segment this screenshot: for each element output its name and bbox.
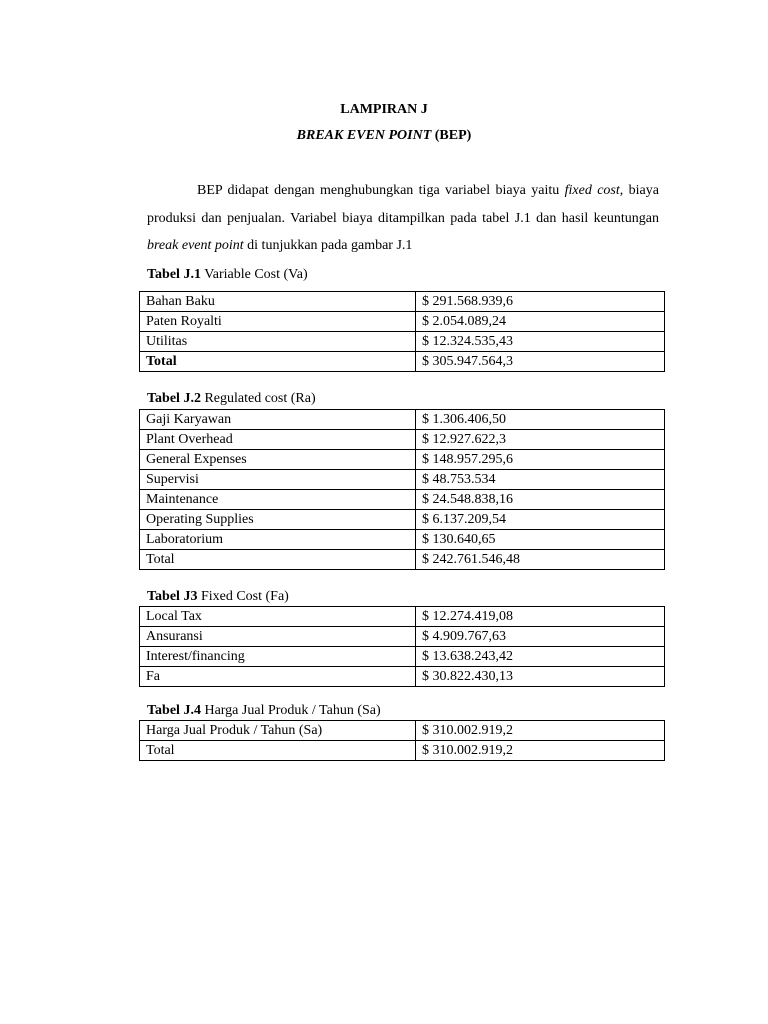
row-label: Total: [140, 352, 416, 372]
row-label: Ansuransi: [140, 627, 416, 647]
table-row-total: [140, 741, 665, 761]
row-value: $ 12.274.419,08: [416, 607, 665, 627]
table-row: [140, 430, 665, 450]
row-value: $ 242.761.546,48: [416, 550, 665, 570]
table-row: [140, 410, 665, 430]
subtitle-italic: BREAK EVEN POINT: [296, 128, 432, 143]
row-value: $ 24.548.838,16: [416, 490, 665, 510]
table-row: [140, 530, 665, 550]
table-j1: [139, 291, 665, 372]
table-j4-title: Harga Jual Produk / Tahun (Sa): [200, 703, 381, 718]
row-label: Local Tax: [140, 607, 416, 627]
table-row: [140, 332, 665, 352]
table-row: [140, 510, 665, 530]
table-j2-caption: [147, 390, 316, 408]
intro-paragraph: [147, 177, 659, 260]
row-value: $ 30.822.430,13: [416, 667, 665, 687]
table-j2: [139, 409, 665, 570]
intro-fixed-cost: fixed cost: [564, 183, 620, 198]
table-row-total: [140, 352, 665, 372]
row-value: $ 48.753.534: [416, 470, 665, 490]
row-value: $ 2.054.089,24: [416, 312, 665, 332]
intro-part3: di tunjukkan pada gambar J.1: [243, 238, 413, 253]
row-value: $ 291.568.939,6: [416, 292, 665, 312]
table-j1-label: Tabel J.1: [147, 267, 201, 282]
table-j2-title: Regulated cost (Ra): [200, 391, 316, 406]
table-row: [140, 292, 665, 312]
row-value: $ 4.909.767,63: [416, 627, 665, 647]
row-value: $ 12.324.535,43: [416, 332, 665, 352]
row-value: $ 12.927.622,3: [416, 430, 665, 450]
table-row: [140, 450, 665, 470]
table-j3: [139, 606, 665, 687]
row-value: $ 6.137.209,54: [416, 510, 665, 530]
row-value: $ 130.640,65: [416, 530, 665, 550]
row-label: Operating Supplies: [140, 510, 416, 530]
row-label: Interest/financing: [140, 647, 416, 667]
row-label: Total: [140, 550, 416, 570]
row-label: Paten Royalti: [140, 312, 416, 332]
table-row: [140, 647, 665, 667]
row-value: $ 148.957.295,6: [416, 450, 665, 470]
table-row: [140, 627, 665, 647]
table-j3-title: Fixed Cost (Fa): [197, 589, 289, 604]
table-j4-label: Tabel J.4: [147, 703, 201, 718]
table-j4: [139, 720, 665, 761]
table-j4-caption: [147, 702, 381, 720]
row-label: Gaji Karyawan: [140, 410, 416, 430]
row-label: Utilitas: [140, 332, 416, 352]
row-value: $ 310.002.919,2: [416, 721, 665, 741]
table-j2-label: Tabel J.2: [147, 391, 201, 406]
title-block: [0, 99, 768, 147]
row-label: Fa: [140, 667, 416, 687]
table-row-total: [140, 550, 665, 570]
table-row: [140, 607, 665, 627]
table-row: [140, 490, 665, 510]
intro-bep-term: break event point: [147, 238, 244, 253]
table-j1-title: Variable Cost (Va): [200, 267, 308, 282]
intro-part2: , biaya produksi dan penjualan. Variabel biaya ditampilkan pada tabel J.1 dan hasil keuntungan: [147, 183, 659, 226]
table-j1-caption: [147, 266, 308, 284]
row-value: $ 1.306.406,50: [416, 410, 665, 430]
page-subtitle: [0, 125, 768, 147]
row-label: Laboratorium: [140, 530, 416, 550]
row-label: Maintenance: [140, 490, 416, 510]
row-label: Supervisi: [140, 470, 416, 490]
table-row: [140, 312, 665, 332]
table-row: [140, 721, 665, 741]
table-j3-caption: [147, 588, 289, 606]
row-label: General Expenses: [140, 450, 416, 470]
row-label: Harga Jual Produk / Tahun (Sa): [140, 721, 416, 741]
table-row: [140, 470, 665, 490]
row-value: $ 13.638.243,42: [416, 647, 665, 667]
table-row-total: [140, 667, 665, 687]
intro-part1: BEP didapat dengan menghubungkan tiga variabel biaya yaitu: [197, 183, 565, 198]
page-title: LAMPIRAN J: [340, 102, 428, 117]
subtitle-suffix: (BEP): [431, 128, 472, 143]
row-label: Plant Overhead: [140, 430, 416, 450]
row-value: $ 305.947.564,3: [416, 352, 665, 372]
row-value: $ 310.002.919,2: [416, 741, 665, 761]
row-label: Total: [140, 741, 416, 761]
row-label: Bahan Baku: [140, 292, 416, 312]
table-j3-label: Tabel J3: [147, 589, 198, 604]
